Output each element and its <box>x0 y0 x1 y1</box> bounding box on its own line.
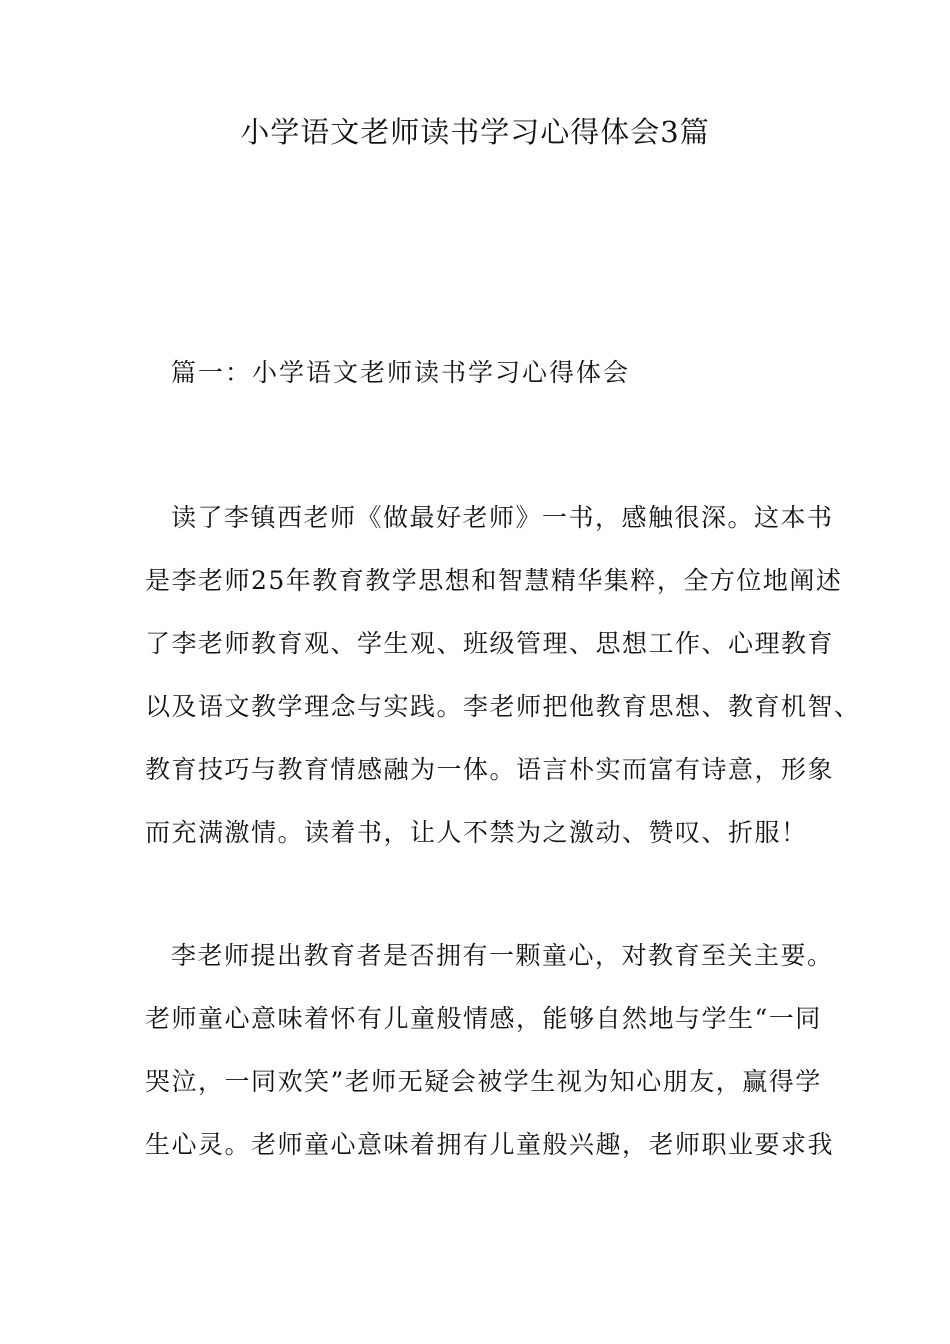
paragraph-line: 以及语文教学理念与实践。李老师把他教育思想、教育机智、 <box>145 692 861 721</box>
paragraph-line: 读了李镇西老师《做最好老师》一书，感触很深。这本书 <box>171 503 834 532</box>
section-heading: 篇一：小学语文老师读书学习心得体会 <box>171 358 631 387</box>
paragraph-line: 哭泣，一同欢笑”老师无疑会被学生视为知心朋友，赢得学 <box>145 1067 822 1096</box>
paragraph-1 <box>145 486 861 864</box>
paragraph-line: 教育技巧与教育情感融为一体。语言朴实而富有诗意，形象 <box>145 755 835 784</box>
paragraph-line: 李老师提出教育者是否拥有一颗童心，对教育至关主要。 <box>171 941 834 970</box>
paragraph-line: 而充满激情。读着书，让人不禁为之激动、赞叹、折服！ <box>145 818 808 847</box>
paragraph-line: 是李老师25年教育教学思想和智慧精华集粹，全方位地阐述 <box>145 566 843 595</box>
paragraph-line: 老师童心意味着怀有儿童般情感，能够自然地与学生“一同 <box>145 1004 822 1033</box>
paragraph-line: 生心灵。老师童心意味着拥有儿童般兴趣，老师职业要求我 <box>145 1130 835 1159</box>
paragraph-2 <box>145 924 845 1176</box>
paragraph-line: 了李老师教育观、学生观、班级管理、思想工作、心理教育 <box>145 629 835 658</box>
document-title: 小学语文老师读书学习心得体会3篇 <box>240 115 710 149</box>
